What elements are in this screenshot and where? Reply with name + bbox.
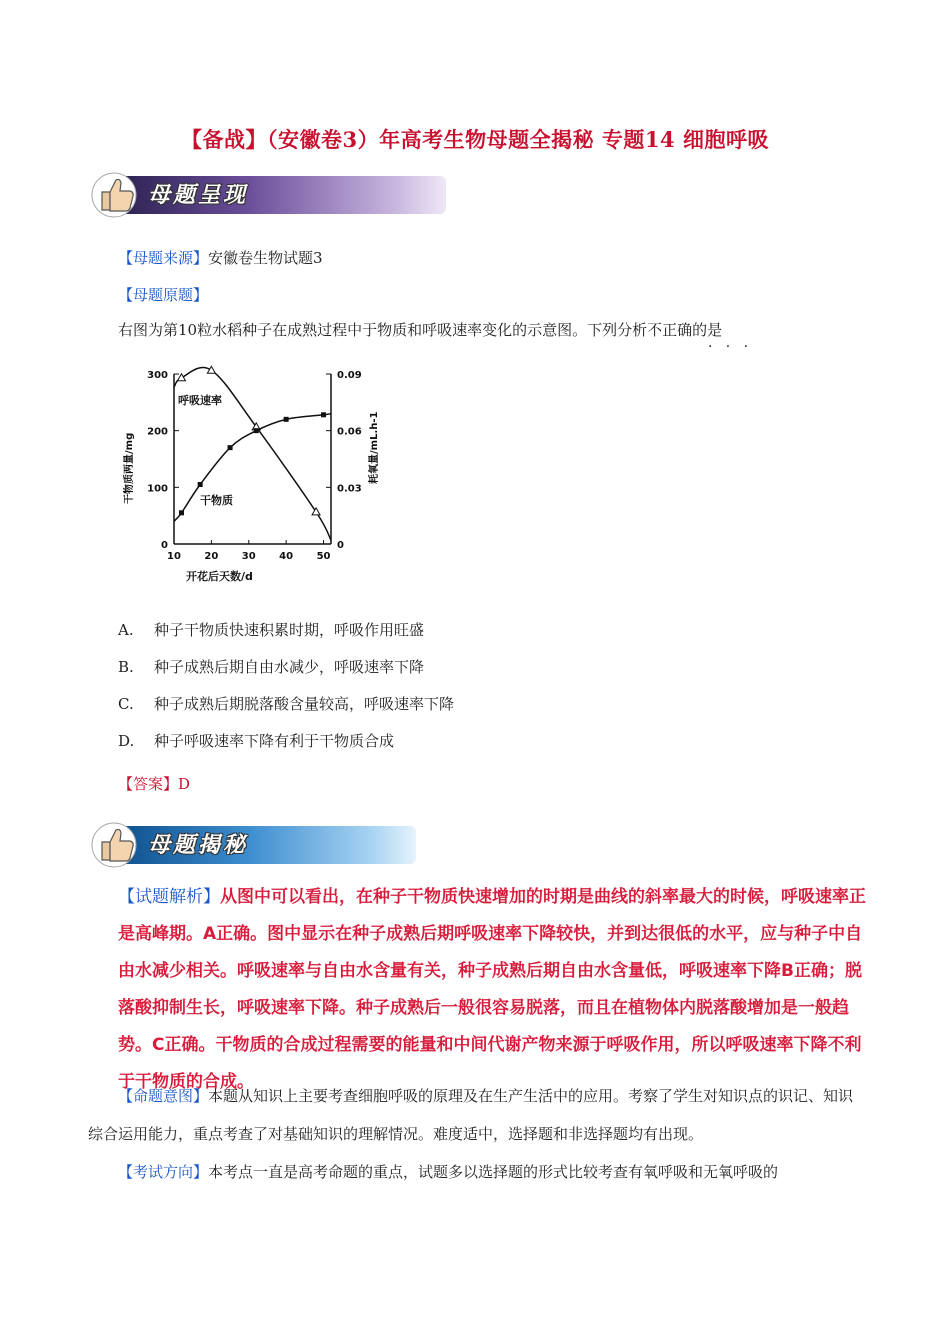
option-d bbox=[118, 730, 394, 751]
option-text: 种子呼吸速率下降有利于干物质合成 bbox=[154, 732, 395, 750]
y-right-tick-label: 0.09 bbox=[337, 370, 362, 381]
y-left-tick-label: 100 bbox=[147, 483, 168, 495]
source-tag: 【母题来源】 bbox=[118, 249, 209, 267]
y-left-tick-label: 300 bbox=[147, 370, 168, 381]
data-point bbox=[254, 428, 259, 433]
direction-paragraph bbox=[88, 1153, 868, 1191]
y-right-tick-label: 0 bbox=[337, 540, 344, 551]
analysis-text: 从图中可以看出，在种子干物质快速增加的时期是曲线的斜率最大的时候，呼吸速率正是高峰期。A正确。图中显示在种子成熟后期呼吸速率下降较快，并到达很低的水平，应与种子中自由水减少相关。呼吸速率与自由水含量有关，种子成熟后期自由水含量低，呼吸速率下降B正确；脱落酸抑制生长，呼吸速率下降。种子成熟后一般很容易脱落，而且在植物体内脱落酸增加是一般趋势。C正确。干物质的合成过程需要的能量和中间代谢产物来源于呼吸作用，所以呼吸速率下降不利于干物质的合成。 bbox=[118, 887, 866, 1092]
section-banner-analysis bbox=[88, 820, 428, 870]
data-point bbox=[284, 417, 289, 422]
analysis-block bbox=[118, 879, 878, 1101]
banner-label: 母题呈现 bbox=[148, 183, 249, 208]
intent-paragraph bbox=[88, 1077, 868, 1153]
data-point bbox=[207, 366, 215, 373]
option-text: 种子成熟后期脱落酸含量较高，呼吸速率下降 bbox=[154, 695, 455, 713]
y-right-axis-label: 耗氧量/mL.h-1 bbox=[369, 411, 380, 484]
banner-label: 母题揭秘 bbox=[148, 833, 249, 858]
direction-text: 本考点一直是高考命题的重点，试题多以选择题的形式比较考查有氧呼吸和无氧呼吸的 bbox=[208, 1163, 779, 1181]
direction-tag: 【考试方向】 bbox=[118, 1163, 209, 1181]
option-letter: C. bbox=[118, 695, 134, 713]
data-point bbox=[179, 510, 184, 515]
y-left-axis-label: 干物质两量/mg bbox=[124, 432, 135, 504]
x-tick-label: 10 bbox=[167, 551, 181, 562]
option-letter: A. bbox=[118, 621, 134, 639]
option-text: 种子干物质快速积累时期，呼吸作用旺盛 bbox=[154, 621, 425, 639]
x-tick-label: 30 bbox=[241, 551, 256, 562]
x-tick-label: 20 bbox=[204, 551, 219, 562]
series-label: 呼吸速率 bbox=[178, 394, 222, 407]
analysis-tag: 【试题解析】 bbox=[118, 887, 220, 907]
option-letter: B. bbox=[118, 658, 134, 676]
answer-text: D bbox=[178, 775, 191, 793]
series-label: 干物质 bbox=[200, 494, 233, 507]
section-banner-presentation bbox=[88, 170, 468, 220]
y-right-tick-label: 0.03 bbox=[337, 483, 362, 495]
seed-chart bbox=[118, 358, 378, 598]
option-b bbox=[118, 656, 424, 677]
answer-line bbox=[118, 773, 190, 794]
data-point bbox=[228, 445, 233, 450]
x-tick-label: 40 bbox=[279, 551, 294, 562]
thumbs-up-icon bbox=[88, 170, 148, 220]
page-title: 【备战】（安徽卷3）年高考生物母题全揭秘 专题14 细胞呼吸 bbox=[181, 127, 769, 152]
question-text: 右图为第10粒水稻种子在成熟过程中于物质和呼吸速率变化的示意图。下列分析不正确的是 bbox=[118, 321, 723, 339]
x-axis-label: 开花后天数/d bbox=[186, 570, 253, 583]
option-text: 种子成熟后期自由水减少，呼吸速率下降 bbox=[154, 658, 425, 676]
y-left-tick-label: 200 bbox=[147, 426, 168, 438]
intent-text: 本题从知识上主要考查细胞呼吸的原理及在生产生活中的应用。考察了学生对知识点的识记、知识综合运用能力，重点考查了对基础知识的理解情况。难度适中，选择题和非选择题均有出现。 bbox=[88, 1087, 854, 1143]
data-point bbox=[321, 412, 326, 417]
option-a bbox=[118, 619, 424, 640]
option-letter: D. bbox=[118, 732, 135, 750]
source-text: 安徽卷生物试题3 bbox=[208, 249, 323, 267]
intent-tag: 【命题意图】 bbox=[118, 1087, 209, 1105]
source-line bbox=[118, 247, 323, 268]
y-left-tick-label: 0 bbox=[161, 540, 168, 551]
x-tick-label: 50 bbox=[316, 551, 331, 562]
y-right-tick-label: 0.06 bbox=[337, 426, 362, 438]
question-tag: 【母题原题】 bbox=[118, 286, 209, 304]
answer-tag: 【答案】 bbox=[118, 775, 179, 793]
question-tag-line bbox=[118, 284, 208, 305]
emphasis-dots: · · · bbox=[708, 339, 749, 355]
data-point bbox=[177, 374, 185, 381]
data-point bbox=[198, 482, 203, 487]
thumbs-up-icon bbox=[88, 820, 148, 870]
option-c bbox=[118, 693, 454, 714]
